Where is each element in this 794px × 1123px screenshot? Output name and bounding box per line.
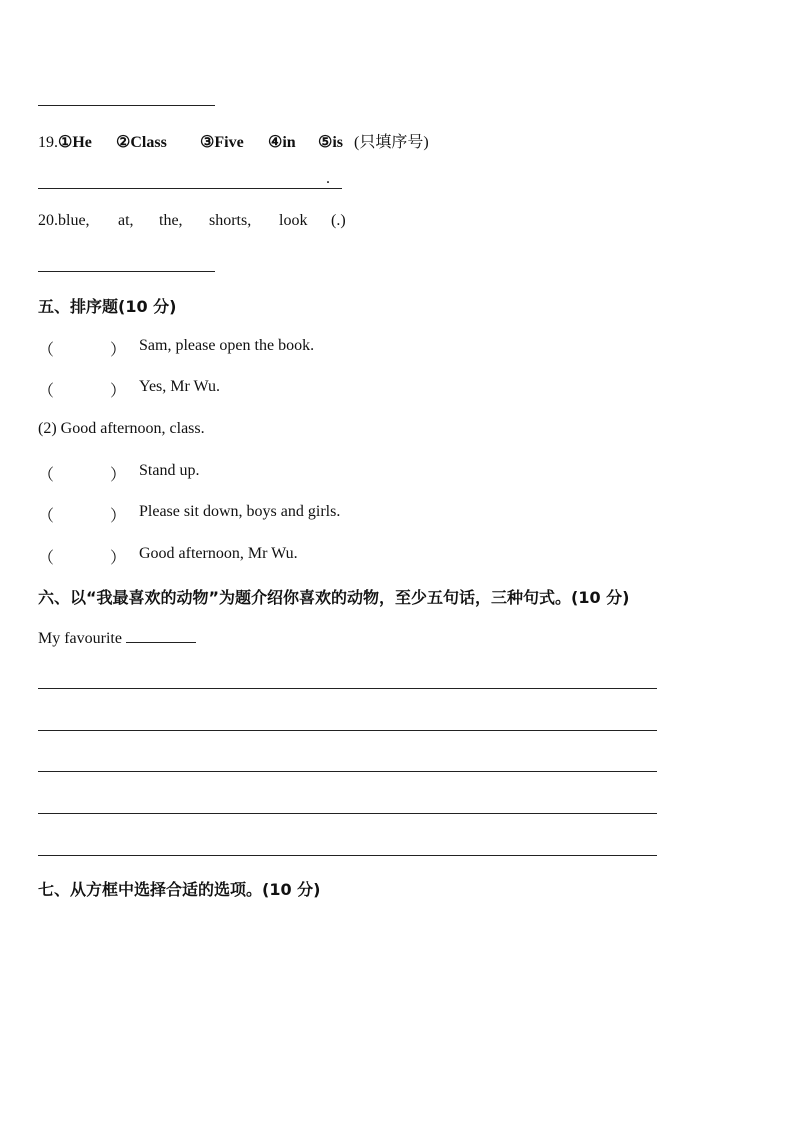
word-option: shorts,	[209, 212, 252, 229]
writing-prompt	[38, 628, 196, 648]
ordering-item-text: Good afternoon, Mr Wu.	[139, 545, 298, 562]
bracket-open: （	[38, 342, 55, 359]
ordering-item-text: Please sit down, boys and girls.	[139, 503, 341, 520]
ordering-item-text: Stand up.	[139, 462, 200, 479]
word-option: ②Class	[116, 134, 167, 151]
word-option: ④in	[268, 134, 296, 151]
section-7-title: 七、从方框中选择合适的选项。(10 分)	[38, 880, 321, 899]
word-option: blue,	[58, 212, 90, 229]
question-20-number: 20.	[38, 212, 58, 229]
question-20-end-mark: (.)	[331, 212, 346, 229]
word-option: ③Five	[200, 134, 244, 151]
answer-line-18	[38, 105, 215, 106]
bracket-close: ）	[110, 467, 127, 484]
bracket-close: ）	[110, 383, 127, 400]
ordering-item-text: Sam, please open the book.	[139, 337, 315, 354]
writing-line	[38, 771, 657, 772]
bracket-open: （	[38, 383, 55, 400]
writing-prompt-blank	[126, 628, 196, 643]
ordering-item	[38, 462, 538, 485]
word-option: look	[279, 212, 308, 229]
question-19-number: 19.	[38, 134, 58, 151]
writing-line	[38, 813, 657, 814]
bracket-open: （	[38, 550, 55, 567]
bracket-close: ）	[110, 550, 127, 567]
word-option: ①He	[58, 134, 92, 151]
ordering-item	[38, 420, 205, 438]
question-19	[38, 129, 429, 152]
answer-line-19-period: .	[326, 170, 330, 187]
ordering-item-text: Good afternoon, class.	[60, 420, 205, 437]
word-option: at,	[118, 212, 134, 229]
answer-line-20	[38, 271, 215, 272]
bracket-close: ）	[110, 342, 127, 359]
word-option: the,	[159, 212, 183, 229]
bracket-open: （	[38, 508, 55, 525]
section-6-title: 六、以“我最喜欢的动物”为题介绍你喜欢的动物，至少五句话，三种句式。(10 分)	[38, 588, 630, 607]
ordering-item	[38, 503, 538, 526]
writing-line	[38, 730, 657, 731]
bracket-open: （	[38, 467, 55, 484]
question-19-note: (只填序号)	[354, 134, 429, 151]
word-option: ⑤is	[318, 134, 344, 151]
answer-line-19	[38, 188, 342, 189]
bracket-close: ）	[110, 508, 127, 525]
writing-line	[38, 688, 657, 689]
ordering-item-text: Yes, Mr Wu.	[139, 378, 221, 395]
writing-prompt-text: My favourite	[38, 630, 122, 647]
ordering-item	[38, 545, 538, 568]
section-5-title: 五、排序题(10 分)	[38, 297, 177, 316]
ordering-item	[38, 378, 538, 401]
question-20	[38, 212, 346, 230]
ordering-item-prefix: (2)	[38, 420, 57, 437]
ordering-item	[38, 337, 538, 360]
writing-line	[38, 855, 657, 856]
